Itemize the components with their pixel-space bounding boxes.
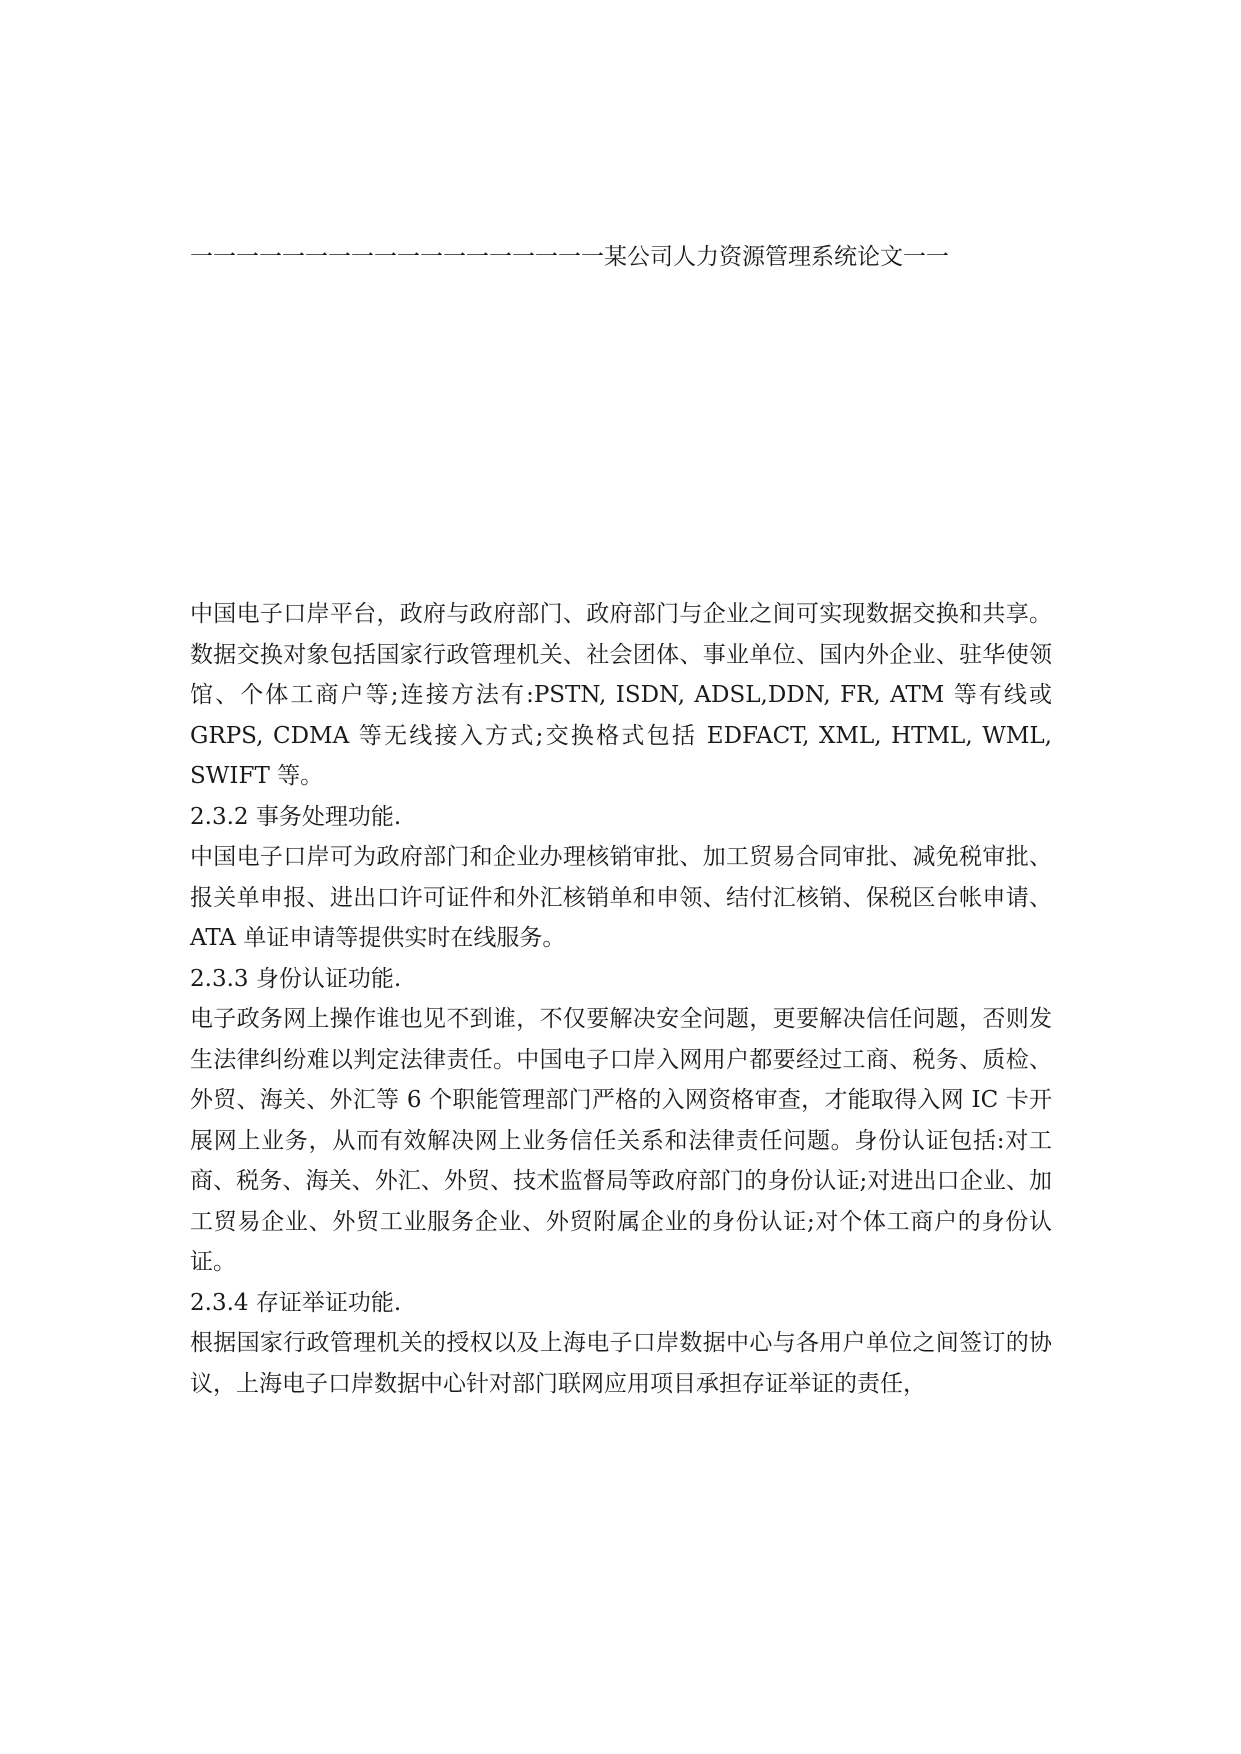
paragraph-transaction-processing: 中国电子口岸可为政府部门和企业办理核销审批、加工贸易合同审批、减免税审批、报关单申报、进出口许可证件和外汇核销单和申领、结付汇核销、保税区台帐申请、ATA 单证申请等提供实时在线服务。 [190, 844, 1052, 951]
paragraph-evidence-storage: 根据国家行政管理机关的授权以及上海电子口岸数据中心与各用户单位之间签订的协议，上海电子口岸数据中心针对部门联网应用项目承担存证举证的责任， [190, 1330, 1052, 1397]
paragraph-data-exchange: 中国电子口岸平台，政府与政府部门、政府部门与企业之间可实现数据交换和共享。数据交换对象包括国家行政管理机关、社会团体、事业单位、国内外企业、驻华使领馆、个体工商户等;连接方法有:PSTN, ISDN, ADSL,DDN, FR, ATM 等有线或 GRPS, CDMA 等无线接入方式;交换格式包括 EDFACT, XML, HTML, WML, SWIFT 等。 [190, 601, 1052, 789]
section-heading-2-3-3: 2.3.3 身份认证功能. [190, 965, 402, 992]
document-body [190, 594, 1052, 1404]
section-heading-2-3-2: 2.3.2 事务处理功能. [190, 803, 402, 830]
section-heading-2-3-4: 2.3.4 存证举证功能. [190, 1289, 402, 1316]
paragraph-identity-authentication: 电子政务网上操作谁也见不到谁，不仅要解决安全问题，更要解决信任问题，否则发生法律纠纷难以判定法律责任。中国电子口岸入网用户都要经过工商、税务、质检、外贸、海关、外汇等 6 个职能管理部门严格的入网资格审查，才能取得入网 IC 卡开展网上业务，从而有效解决网上业务信任关系和法律责任问题。身份认证包括:对工商、税务、海关、外汇、外贸、技术监督局等政府部门的身份认证;对进出口企业、加工贸易企业、外贸工业服务企业、外贸附属企业的身份认证;对个体工商户的身份认证。 [190, 1006, 1052, 1275]
page-header: 一一一一一一一一一一一一一一一一一一某公司人力资源管理系统论文一一 [190, 244, 949, 270]
